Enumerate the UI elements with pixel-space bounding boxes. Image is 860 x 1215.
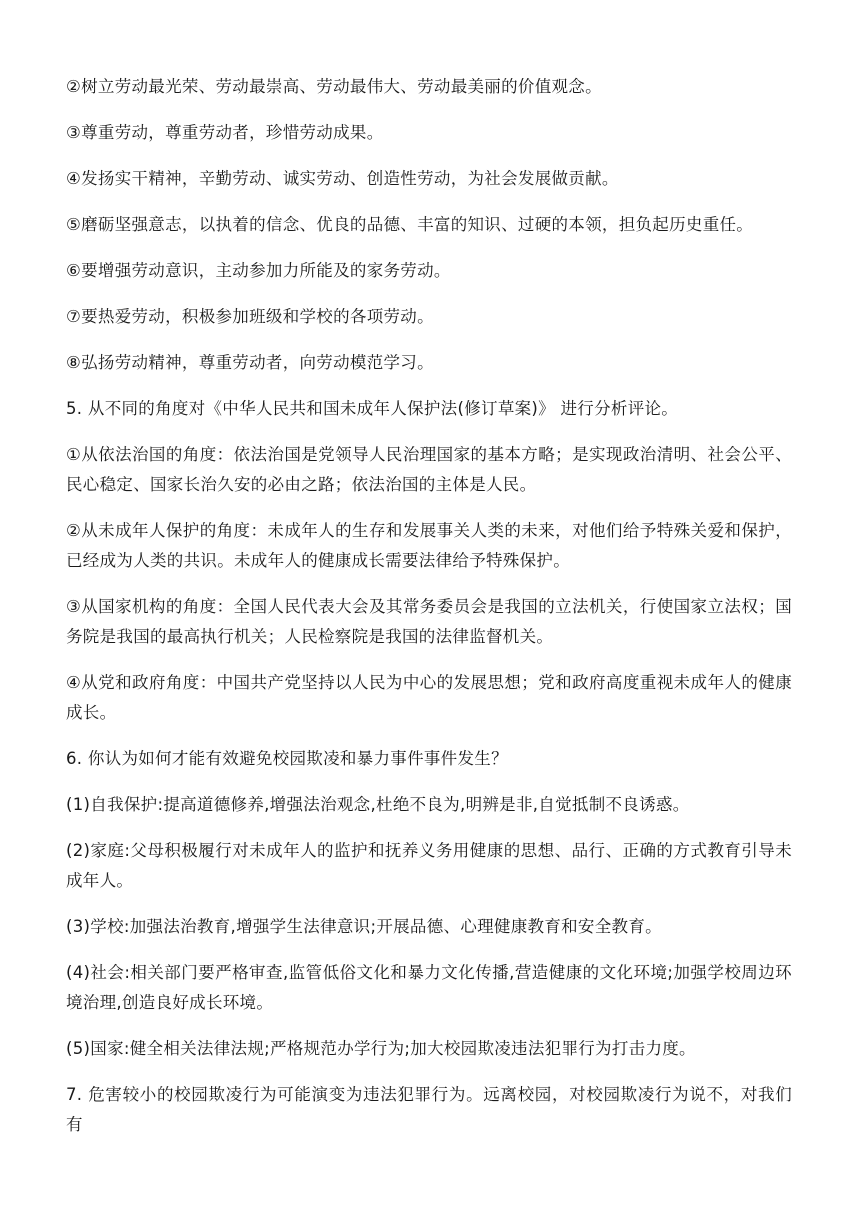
paragraph: ⑤磨砺坚强意志，以执着的信念、优良的品德、丰富的知识、过硬的本领，担负起历史重任。 <box>66 215 754 234</box>
paragraph: (2)家庭:父母积极履行对未成年人的监护和抚养义务用健康的思想、品行、正确的方式教育引导未成年人。 <box>66 841 792 890</box>
paragraph: ④发扬实干精神，辛勤劳动、诚实劳动、创造性劳动，为社会发展做贡献。 <box>66 169 619 188</box>
document-page <box>66 72 792 1156</box>
paragraph: ④从党和政府角度：中国共产党坚持以人民为中心的发展思想；党和政府高度重视未成年人的健康成长。 <box>66 673 792 722</box>
question-heading: 5. 从不同的角度对《中华人民共和国未成年人保护法(修订草案)》 进行分析评论。 <box>66 399 679 418</box>
paragraph: ⑥要增强劳动意识，主动参加力所能及的家务劳动。 <box>66 261 451 280</box>
paragraph: (5)国家:健全相关法律法规;严格规范办学行为;加大校园欺凌违法犯罪行为打击力度。 <box>66 1039 696 1058</box>
paragraph: ⑦要热爱劳动，积极参加班级和学校的各项劳动。 <box>66 307 434 326</box>
paragraph: ③从国家机构的角度：全国人民代表大会及其常务委员会是我国的立法机关，行使国家立法权；国务院是我国的最高执行机关；人民检察院是我国的法律监督机关。 <box>66 597 792 646</box>
paragraph: ③尊重劳动，尊重劳动者，珍惜劳动成果。 <box>66 123 384 142</box>
paragraph: (1)自我保护:提高道德修养,增强法治观念,杜绝不良为,明辨是非,自觉抵制不良诱惑。 <box>66 795 690 814</box>
paragraph: (4)社会:相关部门要严格审查,监管低俗文化和暴力文化传播,营造健康的文化环境;加强学校周边环境治理,创造良好成长环境。 <box>66 963 792 1012</box>
paragraph: ①从依法治国的角度：依法治国是党领导人民治理国家的基本方略；是实现政治清明、社会公平、民心稳定、国家长治久安的必由之路；依法治国的主体是人民。 <box>66 445 792 494</box>
paragraph: (3)学校:加强法治教育,增强学生法律意识;开展品德、心理健康教育和安全教育。 <box>66 917 662 936</box>
paragraph: ②树立劳动最光荣、劳动最崇高、劳动最伟大、劳动最美丽的价值观念。 <box>66 77 602 96</box>
question-heading: 7. 危害较小的校园欺凌行为可能演变为违法犯罪行为。远离校园，对校园欺凌行为说不，对我们有 <box>66 1085 792 1134</box>
question-heading: 6. 你认为如何才能有效避免校园欺凌和暴力事件事件发生？ <box>66 749 508 768</box>
paragraph: ②从未成年人保护的角度：未成年人的生存和发展事关人类的未来，对他们给予特殊关爱和保护，已经成为人类的共识。未成年人的健康成长需要法律给予特殊保护。 <box>66 521 792 570</box>
paragraph: ⑧弘扬劳动精神，尊重劳动者，向劳动模范学习。 <box>66 353 434 372</box>
